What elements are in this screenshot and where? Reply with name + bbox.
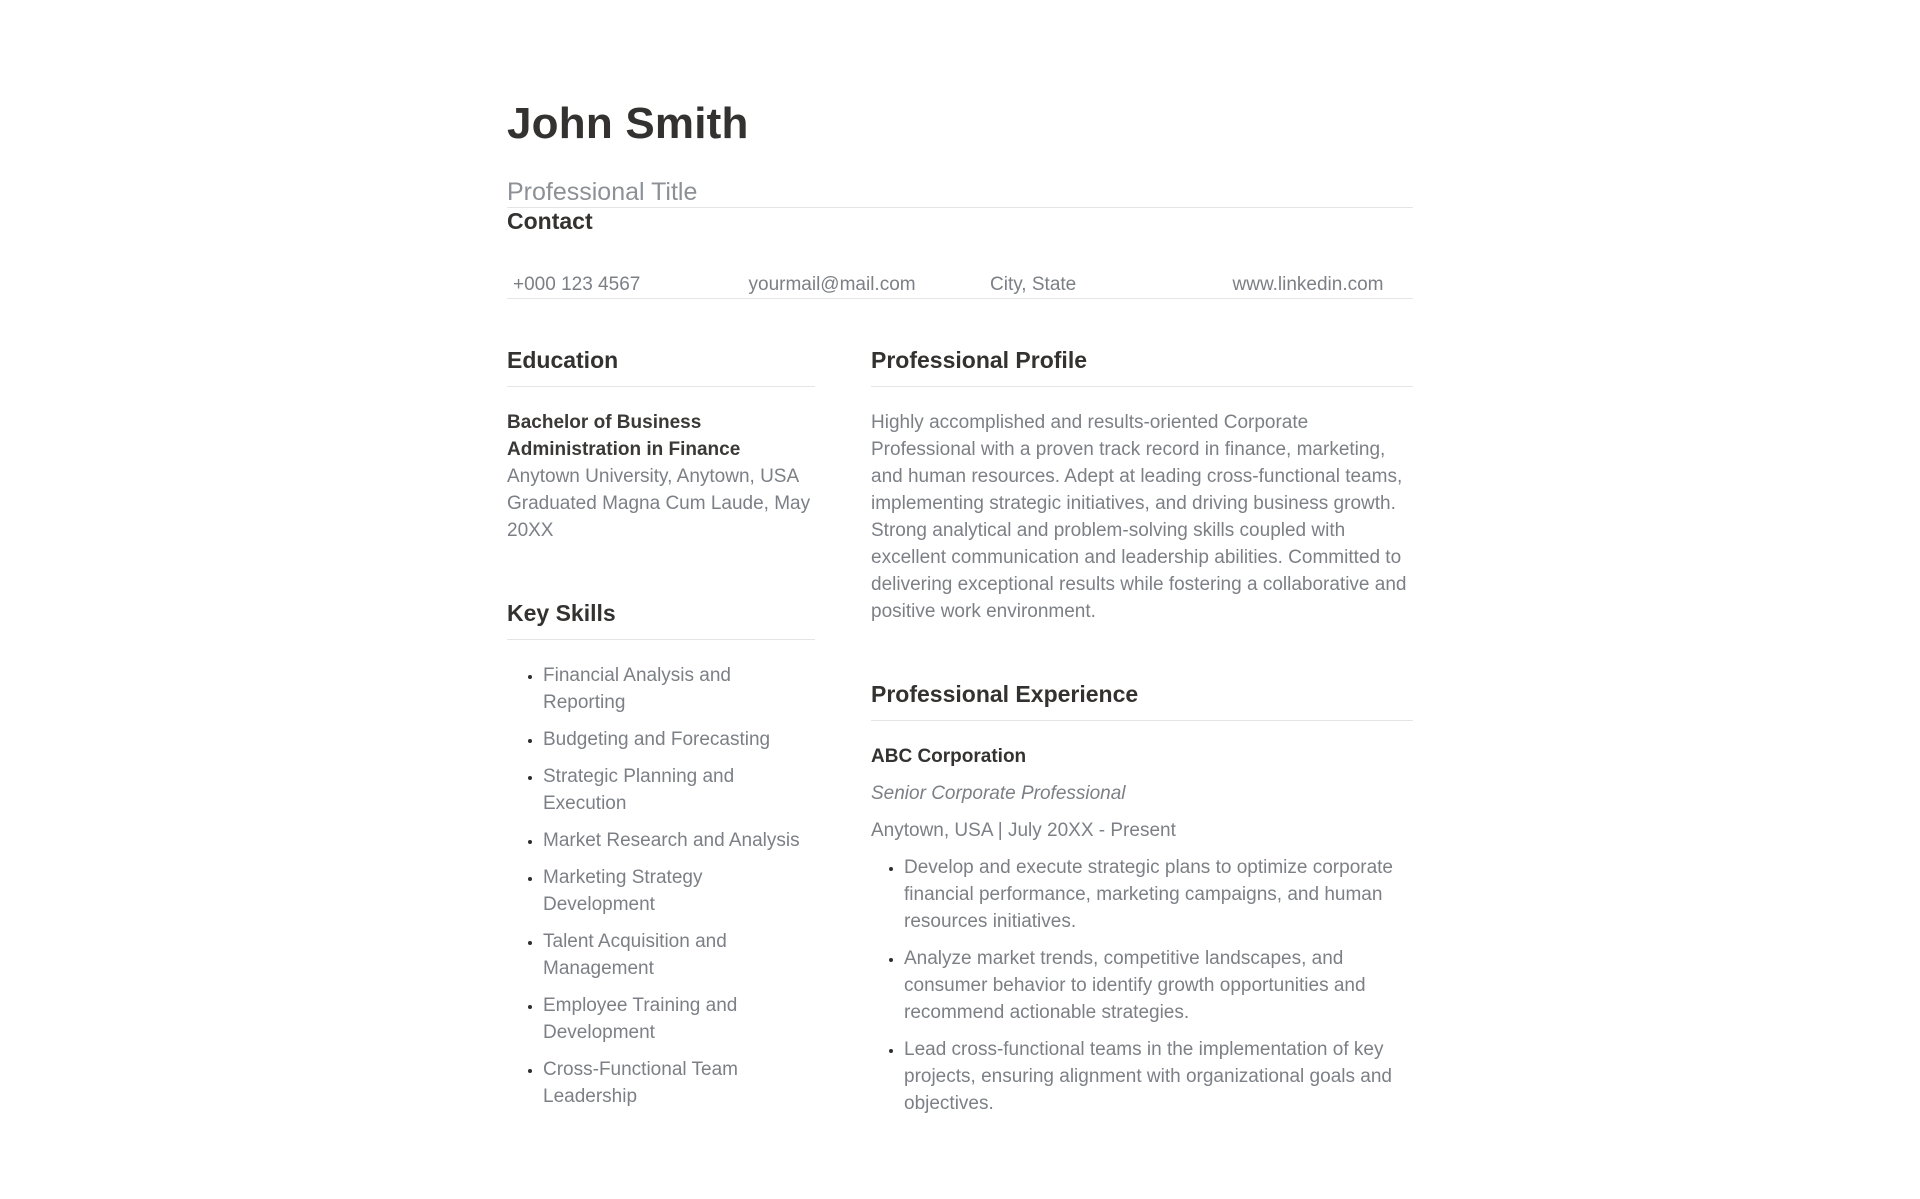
contact-section	[507, 208, 1413, 297]
experience-role: Senior Corporate Professional	[871, 783, 1126, 805]
skill-item: • Budgeting and Forecasting	[543, 726, 815, 753]
page-title: John Smith	[507, 99, 749, 148]
skill-item: • Talent Acquisition and Management	[543, 928, 815, 982]
professional-experience-heading: Professional Experience	[871, 681, 1139, 708]
professional-experience-section	[871, 681, 1413, 1117]
key-skills-heading: Key Skills	[507, 600, 616, 627]
education-graduation: Graduated Magna Cum Laude, May 20XX	[507, 493, 811, 542]
skill-item: • Marketing Strategy Development	[543, 864, 815, 918]
skill-item: • Financial Analysis and Reporting	[543, 662, 815, 716]
skill-item: • Strategic Planning and Execution	[543, 763, 815, 817]
right-column	[871, 347, 1413, 1128]
professional-title: Professional Title	[507, 178, 698, 207]
resume-page	[507, 0, 1413, 1127]
skill-item: • Employee Training and Development	[543, 992, 815, 1046]
left-column	[507, 347, 815, 1128]
experience-bullet-list	[871, 854, 1413, 1117]
education-heading: Education	[507, 346, 619, 373]
two-column-layout	[507, 347, 1413, 1128]
contact-divider	[507, 298, 1413, 299]
professional-profile-section	[871, 347, 1413, 625]
experience-company: ABC Corporation	[871, 746, 1027, 768]
key-skills-divider	[507, 639, 815, 640]
contact-email: yourmail@mail.com	[748, 273, 916, 295]
experience-location-dates: Anytown, USA | July 20XX - Present	[871, 820, 1176, 842]
skill-item: • Market Research and Analysis	[543, 827, 815, 854]
contact-location: City, State	[990, 273, 1077, 295]
contact-row	[507, 271, 1413, 298]
experience-bullet: • Analyze market trends, competitive landscapes, and consumer behavior to identify growth opportunities and recommend actionable strategies.	[904, 945, 1413, 1026]
contact-heading: Contact	[507, 208, 593, 235]
professional-experience-divider	[871, 720, 1413, 721]
education-divider	[507, 386, 815, 387]
education-degree: Bachelor of Business Administration in Finance	[507, 412, 741, 461]
education-section	[507, 347, 815, 544]
contact-phone: +000 123 4567	[513, 273, 641, 295]
professional-profile-divider	[871, 386, 1413, 387]
profile-summary: Highly accomplished and results-oriented Corporate Professional with a proven track record in finance, marketing, and human resources. Adept at leading cross-functional teams, implementing strategic initiatives, and driving business growth. Strong analytical and problem-solving skills coupled with excellent communication and leadership abilities. Committed to delivering exceptional results while fostering a collaborative and positive work environment.	[871, 412, 1407, 623]
skill-item: • Cross-Functional Team Leadership	[543, 1056, 815, 1110]
key-skills-list	[507, 662, 815, 1110]
key-skills-section	[507, 600, 815, 1110]
experience-bullet: • Lead cross-functional teams in the implementation of key projects, ensuring alignment with organizational goals and objectives.	[904, 1036, 1413, 1117]
contact-website: www.linkedin.com	[1232, 273, 1384, 295]
education-school: Anytown University, Anytown, USA	[507, 466, 800, 488]
experience-bullet: • Develop and execute strategic plans to optimize corporate financial performance, marketing campaigns, and human resources initiatives.	[904, 854, 1413, 935]
professional-profile-heading: Professional Profile	[871, 346, 1088, 373]
